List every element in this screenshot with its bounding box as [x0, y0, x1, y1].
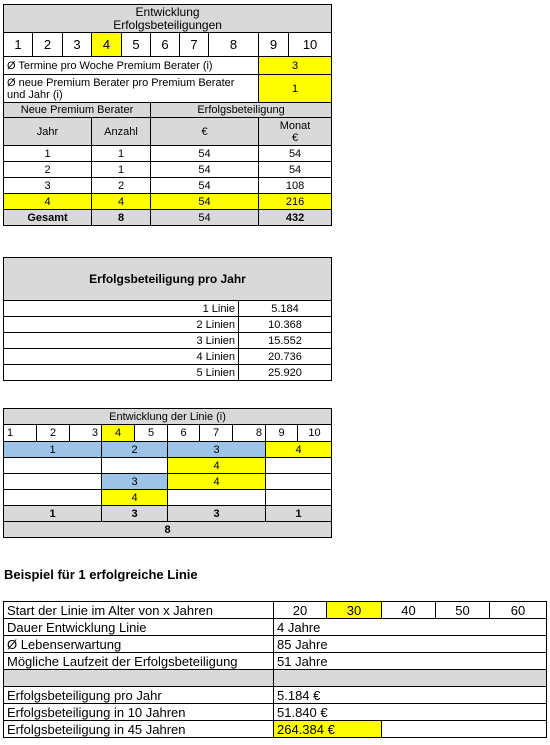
empty-cell	[382, 721, 547, 738]
total-row	[4, 210, 332, 226]
line-cell: 4	[266, 442, 332, 458]
year-cell: 3	[70, 425, 102, 442]
header-neue-berater: Neue Premium Berater	[4, 103, 151, 118]
year-cell[interactable]: 10	[289, 33, 332, 57]
year-cell[interactable]: 9	[259, 33, 289, 57]
age-option-selected[interactable]: 30	[327, 602, 382, 619]
neue-berater-label: Ø neue Premium Berater pro Premium Berater und Jahr (i)	[4, 75, 259, 103]
empty-cell	[4, 490, 102, 506]
pro-jahr-label: Erfolgsbeteiligung pro Jahr	[4, 687, 274, 704]
empty-cell	[266, 474, 332, 490]
total-anzahl: 8	[92, 210, 151, 226]
year-cell[interactable]: 8	[209, 33, 259, 57]
col-jahr: Jahr	[4, 118, 92, 146]
empty-cell	[4, 474, 102, 490]
table-title: Erfolgsbeteiligung pro Jahr	[4, 258, 332, 301]
cell-anzahl: 2	[92, 178, 151, 194]
sum-cell: 3	[168, 506, 266, 522]
cell-monat: 54	[259, 146, 332, 162]
empty-cell	[168, 490, 266, 506]
erfolgsbeteiligung-pro-jahr-table	[3, 257, 332, 381]
table-row	[4, 301, 332, 317]
cell-monat: 108	[259, 178, 332, 194]
start-label: Start der Linie im Alter von x Jahren	[4, 602, 274, 619]
termine-input[interactable]: 3	[259, 57, 332, 75]
age-option[interactable]: 50	[436, 602, 490, 619]
year-cell: 9	[266, 425, 298, 442]
line-cell: 2	[102, 442, 168, 458]
cell-anzahl: 1	[92, 162, 151, 178]
year-cell: 5	[135, 425, 168, 442]
year-selector-row	[4, 33, 332, 57]
year-cell[interactable]: 2	[33, 33, 63, 57]
lebenserwartung-label: Ø Lebenserwartung	[4, 636, 274, 653]
table-row	[4, 333, 332, 349]
cell-jahr: 1	[4, 146, 92, 162]
sum-cell: 3	[102, 506, 168, 522]
fuenfundvierzig-jahre-value: 264.384 €	[274, 721, 382, 738]
line-cell: 3	[102, 474, 168, 490]
table-title: Entwicklung Erfolgsbeteiligungen	[4, 5, 332, 33]
cell-eur: 54	[151, 146, 259, 162]
empty-cell	[266, 458, 332, 474]
cell-jahr: 3	[4, 178, 92, 194]
col-eur: €	[151, 118, 259, 146]
year-cell[interactable]: 1	[4, 33, 33, 57]
year-cell-selected[interactable]: 4	[92, 33, 122, 57]
header-erfolgsbeteiligung: Erfolgsbeteiligung	[151, 103, 332, 118]
zehn-jahre-value: 51.840 €	[274, 704, 547, 721]
row-value: 15.552	[239, 333, 332, 349]
col-anzahl: Anzahl	[92, 118, 151, 146]
section-title: Beispiel für 1 erfolgreiche Linie	[4, 567, 198, 582]
line-cell: 3	[168, 442, 266, 458]
sum-cell: 1	[266, 506, 332, 522]
table-title: Entwicklung der Linie (i)	[4, 409, 332, 425]
cell-jahr: 4	[4, 194, 92, 210]
year-cell-selected: 4	[102, 425, 135, 442]
sum-cell: 1	[4, 506, 102, 522]
age-option[interactable]: 40	[382, 602, 436, 619]
table-row	[4, 178, 332, 194]
row-value: 5.184	[239, 301, 332, 317]
year-cell: 10	[298, 425, 332, 442]
row-value: 25.920	[239, 365, 332, 381]
cell-eur: 54	[151, 178, 259, 194]
cell-anzahl: 1	[92, 146, 151, 162]
spacer-cell	[4, 670, 274, 687]
line-cell: 1	[4, 442, 102, 458]
lebenserwartung-value: 85 Jahre	[274, 636, 547, 653]
total-cell: 8	[4, 522, 332, 538]
empty-cell	[102, 458, 168, 474]
beispiel-table	[3, 601, 547, 738]
cell-anzahl: 4	[92, 194, 151, 210]
year-cell[interactable]: 6	[151, 33, 180, 57]
dauer-label: Dauer Entwicklung Linie	[4, 619, 274, 636]
table-row	[4, 317, 332, 333]
termine-label: Ø Termine pro Woche Premium Berater (i)	[4, 57, 259, 75]
year-cell[interactable]: 7	[180, 33, 209, 57]
fuenfundvierzig-jahre-label: Erfolgsbeteiligung in 45 Jahren	[4, 721, 274, 738]
col-monat: Monat €	[259, 118, 332, 146]
table-row	[4, 365, 332, 381]
row-label: 3 Linien	[4, 333, 239, 349]
laufzeit-value: 51 Jahre	[274, 653, 547, 670]
cell-monat: 216	[259, 194, 332, 210]
spacer-cell	[274, 670, 547, 687]
empty-cell	[4, 458, 102, 474]
line-cell: 4	[102, 490, 168, 506]
cell-monat: 54	[259, 162, 332, 178]
year-cell: 8	[233, 425, 266, 442]
table-row	[4, 162, 332, 178]
total-eur: 54	[151, 210, 259, 226]
row-label: 1 Linie	[4, 301, 239, 317]
cell-eur: 54	[151, 162, 259, 178]
row-value: 20.736	[239, 349, 332, 365]
cell-eur: 54	[151, 194, 259, 210]
year-cell: 7	[200, 425, 233, 442]
neue-berater-input[interactable]: 1	[259, 75, 332, 103]
cell-jahr: 2	[4, 162, 92, 178]
total-row	[4, 522, 332, 538]
year-cell: 1	[4, 425, 37, 442]
entwicklung-linie-table	[3, 408, 332, 538]
empty-cell	[266, 490, 332, 506]
dauer-value: 4 Jahre	[274, 619, 547, 636]
erfolgsbeteiligungen-table	[3, 4, 332, 226]
year-cell[interactable]: 3	[63, 33, 92, 57]
row-label: 4 Linien	[4, 349, 239, 365]
table-row	[4, 349, 332, 365]
table-row	[4, 146, 332, 162]
line-cell: 4	[168, 458, 266, 474]
line-row	[4, 458, 332, 474]
table-row-highlighted	[4, 194, 332, 210]
pro-jahr-value: 5.184 €	[274, 687, 547, 704]
line-row	[4, 490, 332, 506]
year-cell: 6	[168, 425, 200, 442]
sum-row	[4, 506, 332, 522]
row-label: 5 Linien	[4, 365, 239, 381]
year-cell: 2	[37, 425, 70, 442]
line-row	[4, 474, 332, 490]
line-cell: 4	[168, 474, 266, 490]
row-label: 2 Linien	[4, 317, 239, 333]
year-row	[4, 425, 332, 442]
total-monat: 432	[259, 210, 332, 226]
age-option[interactable]: 20	[274, 602, 327, 619]
age-option[interactable]: 60	[490, 602, 547, 619]
row-value: 10.368	[239, 317, 332, 333]
year-cell[interactable]: 5	[122, 33, 151, 57]
zehn-jahre-label: Erfolgsbeteiligung in 10 Jahren	[4, 704, 274, 721]
line-row	[4, 442, 332, 458]
total-label: Gesamt	[4, 210, 92, 226]
laufzeit-label: Mögliche Laufzeit der Erfolgsbeteiligung	[4, 653, 274, 670]
